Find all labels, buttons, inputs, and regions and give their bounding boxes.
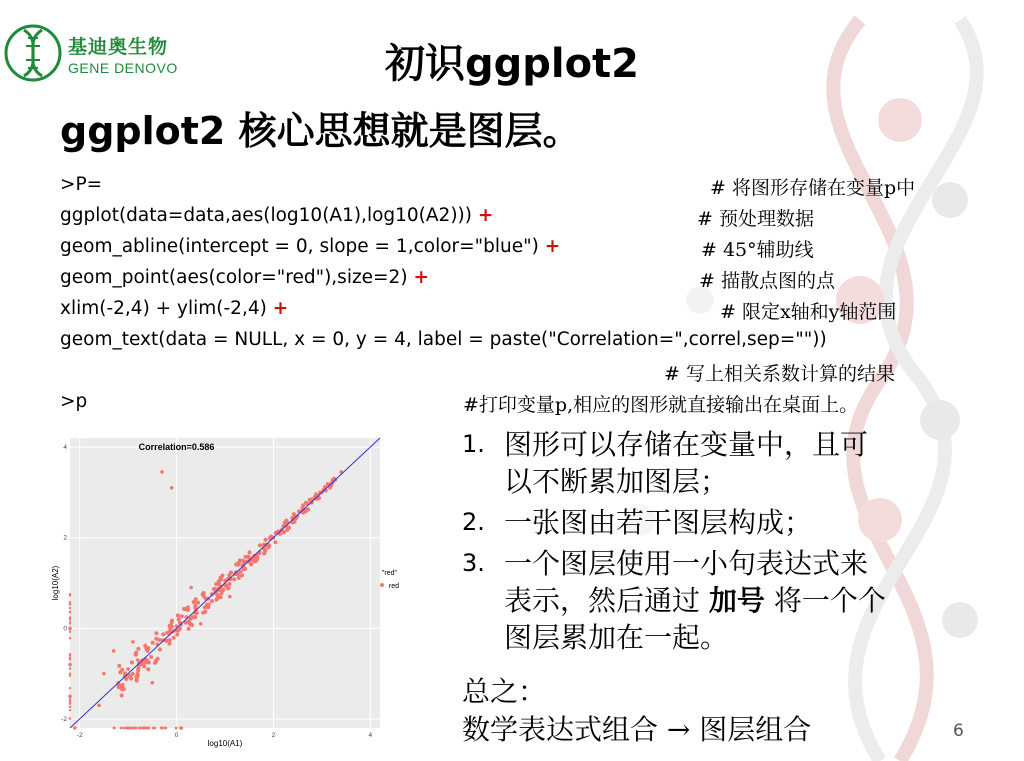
data-point bbox=[136, 658, 140, 662]
data-point bbox=[175, 727, 178, 730]
code-line-7: >p bbox=[60, 391, 88, 412]
data-point bbox=[179, 727, 182, 730]
data-point bbox=[219, 577, 223, 581]
code-text: xlim(-2,4) + ylim(-2,4) bbox=[60, 298, 273, 319]
data-point bbox=[136, 667, 140, 671]
data-point bbox=[219, 595, 223, 599]
code-line-2 bbox=[60, 205, 493, 226]
point-number: 1. bbox=[462, 430, 485, 458]
point-text: 图形可以存储在变量中，且可 bbox=[504, 428, 869, 461]
data-point bbox=[196, 601, 200, 605]
data-point bbox=[249, 562, 253, 566]
data-point bbox=[283, 521, 287, 525]
data-point bbox=[178, 627, 182, 631]
data-point bbox=[175, 632, 179, 636]
data-point bbox=[228, 582, 232, 586]
data-point bbox=[102, 672, 106, 676]
plus-sign: + bbox=[413, 267, 429, 288]
data-point bbox=[164, 727, 167, 730]
summary-heading: 总之： bbox=[462, 675, 547, 708]
data-point bbox=[138, 727, 141, 730]
data-point bbox=[172, 636, 176, 640]
data-point bbox=[170, 625, 174, 629]
data-point bbox=[145, 659, 149, 663]
code-line-6: geom_text(data = NULL, x = 0, y = 4, label = paste("Correlation=",correl,sep="")) bbox=[60, 329, 827, 350]
data-point bbox=[69, 621, 71, 623]
point-2 bbox=[462, 504, 982, 541]
data-point bbox=[220, 574, 224, 578]
code-line-3 bbox=[60, 236, 560, 257]
summary bbox=[462, 673, 811, 749]
comment-5: # 限定x轴和y轴范围 bbox=[720, 301, 897, 323]
data-point bbox=[304, 509, 308, 513]
data-point bbox=[147, 727, 150, 730]
data-point bbox=[97, 704, 101, 708]
data-point bbox=[68, 663, 72, 667]
x-tick-label: 4 bbox=[368, 732, 373, 739]
data-point bbox=[120, 668, 124, 672]
data-point bbox=[154, 637, 158, 641]
data-point bbox=[134, 653, 138, 657]
data-point bbox=[69, 607, 71, 609]
code-line-4 bbox=[60, 267, 429, 288]
data-point bbox=[161, 632, 165, 636]
data-point bbox=[69, 717, 71, 719]
data-point bbox=[191, 615, 195, 619]
data-point bbox=[142, 727, 145, 730]
y-tick-label: 0 bbox=[63, 625, 67, 633]
code-text: ggplot(data=data,aes(log10(A1),log10(A2))) bbox=[60, 205, 478, 226]
code-text: geom_abline(intercept = 0, slope = 1,color="blue") bbox=[60, 236, 545, 257]
data-point bbox=[167, 642, 171, 646]
data-point bbox=[69, 637, 71, 639]
data-point bbox=[187, 627, 191, 631]
data-point bbox=[69, 695, 71, 697]
data-point bbox=[69, 654, 71, 656]
y-tick-label: -2 bbox=[61, 715, 67, 723]
data-point bbox=[177, 617, 181, 621]
data-point bbox=[242, 567, 246, 571]
data-point bbox=[165, 631, 169, 635]
data-point bbox=[301, 503, 305, 507]
legend-title: "red" bbox=[381, 570, 397, 577]
data-point bbox=[149, 655, 153, 659]
correlation-scatter-plot bbox=[42, 430, 399, 755]
data-point bbox=[69, 628, 71, 630]
comment-6: # 写上相关系数计算的结果 bbox=[664, 363, 895, 385]
data-point bbox=[69, 702, 71, 704]
data-point bbox=[131, 727, 134, 730]
x-tick-label: 2 bbox=[271, 732, 276, 739]
summary-text: 数学表达式组合 → 图层组合 bbox=[462, 713, 812, 746]
data-point bbox=[131, 640, 135, 644]
data-point bbox=[262, 551, 266, 555]
data-point bbox=[220, 589, 224, 593]
data-point bbox=[194, 597, 198, 601]
slide-title: 初识ggplot2 bbox=[384, 41, 640, 87]
data-point bbox=[146, 667, 150, 671]
plus-word: 加号 bbox=[708, 584, 765, 617]
data-point bbox=[246, 555, 250, 559]
data-point bbox=[154, 660, 158, 664]
plus-sign: + bbox=[477, 205, 494, 226]
point-number: 2. bbox=[462, 508, 485, 536]
code-line-5 bbox=[60, 298, 288, 319]
point-text: 一张图由若干图层构成； bbox=[504, 506, 813, 539]
point-text bbox=[504, 582, 982, 619]
data-point bbox=[126, 667, 130, 671]
logo-name-en: GENE DENOVO bbox=[68, 60, 178, 76]
data-point bbox=[154, 631, 158, 635]
data-point bbox=[237, 576, 241, 580]
data-point bbox=[253, 559, 257, 563]
data-point bbox=[264, 538, 268, 542]
data-point bbox=[129, 677, 133, 681]
data-point bbox=[69, 594, 71, 596]
point-text: 以不断累加图层； bbox=[504, 465, 729, 498]
data-point bbox=[117, 664, 121, 668]
data-point bbox=[69, 603, 71, 605]
data-point bbox=[69, 706, 71, 708]
data-point bbox=[151, 681, 155, 685]
code-line-1: >P= bbox=[60, 174, 103, 195]
data-point bbox=[232, 577, 236, 581]
data-point bbox=[69, 709, 71, 711]
data-point bbox=[176, 613, 180, 617]
logo-name-cn: 基迪奥生物 bbox=[68, 36, 169, 58]
data-point bbox=[160, 727, 163, 730]
data-point bbox=[186, 605, 190, 609]
plus-sign: + bbox=[544, 236, 561, 257]
legend-key-dot bbox=[380, 583, 384, 587]
data-point bbox=[228, 595, 232, 599]
point-1 bbox=[462, 426, 982, 500]
x-axis-label: log10(A1) bbox=[207, 739, 243, 748]
data-point bbox=[122, 727, 125, 730]
data-point bbox=[273, 540, 277, 544]
y-tick-label: 2 bbox=[63, 534, 67, 542]
data-point bbox=[69, 687, 71, 689]
comment-7: #打印变量p,相应的图形就直接输出在桌面上。 bbox=[463, 394, 859, 416]
data-point bbox=[135, 727, 138, 730]
data-point bbox=[229, 571, 233, 575]
point-number: 3. bbox=[462, 549, 485, 577]
comment-2: # 预处理数据 bbox=[697, 208, 814, 230]
page-number: 6 bbox=[953, 721, 964, 741]
data-point bbox=[240, 573, 244, 577]
data-point bbox=[69, 611, 71, 613]
data-point bbox=[258, 543, 262, 547]
y-axis-label: log10(A2) bbox=[51, 565, 60, 601]
data-point bbox=[136, 647, 140, 651]
data-point bbox=[130, 660, 134, 664]
key-points bbox=[462, 426, 982, 660]
data-point bbox=[69, 601, 71, 603]
data-point bbox=[168, 638, 172, 642]
comment-4: # 描散点图的点 bbox=[699, 270, 835, 292]
point-text: 一个图层使用一小句表达式来 bbox=[504, 547, 869, 580]
data-point bbox=[158, 647, 162, 651]
data-point bbox=[215, 597, 219, 601]
data-point bbox=[189, 586, 193, 590]
comment-3: # 45°辅助线 bbox=[701, 239, 814, 261]
data-point bbox=[69, 667, 71, 669]
data-point bbox=[248, 550, 252, 554]
data-point bbox=[120, 694, 124, 698]
data-point bbox=[69, 658, 71, 660]
legend-label: red bbox=[388, 583, 399, 590]
point-text-part: 将一个个 bbox=[764, 584, 886, 617]
data-point bbox=[182, 607, 186, 611]
data-point bbox=[117, 685, 121, 689]
data-point bbox=[201, 611, 205, 615]
correlation-annotation: Correlation=0.586 bbox=[138, 442, 215, 453]
data-point bbox=[170, 619, 174, 623]
data-point bbox=[73, 726, 77, 730]
data-point bbox=[120, 687, 124, 691]
point-3 bbox=[462, 545, 982, 656]
data-point bbox=[199, 622, 203, 626]
data-point bbox=[160, 470, 164, 474]
data-point bbox=[69, 616, 71, 618]
y-tick-label: 4 bbox=[63, 444, 67, 452]
data-point bbox=[112, 649, 116, 653]
data-point bbox=[226, 586, 230, 590]
data-point bbox=[151, 641, 155, 645]
x-tick-label: 0 bbox=[174, 732, 179, 739]
x-tick-label: -2 bbox=[76, 732, 83, 739]
data-point bbox=[203, 605, 207, 609]
data-point bbox=[170, 486, 174, 490]
point-text-part: 表示，然后通过 bbox=[504, 584, 709, 617]
data-point bbox=[153, 727, 156, 730]
data-point bbox=[180, 614, 184, 618]
data-point bbox=[210, 599, 214, 603]
data-point bbox=[234, 563, 238, 567]
data-point bbox=[187, 619, 191, 623]
data-point bbox=[69, 673, 71, 675]
data-point bbox=[113, 727, 116, 730]
slide-subtitle: ggplot2 核心思想就是图层。 bbox=[60, 109, 581, 153]
code-text: geom_point(aes(color="red"),size=2) bbox=[60, 267, 414, 288]
data-point bbox=[146, 649, 150, 653]
data-point bbox=[69, 631, 71, 633]
data-point bbox=[126, 727, 129, 730]
data-point bbox=[120, 727, 123, 730]
data-point bbox=[135, 675, 139, 679]
comment-1: # 将图形存储在变量p中 bbox=[710, 177, 916, 199]
plus-sign: + bbox=[272, 298, 289, 319]
point-text: 图层累加在一起。 bbox=[504, 621, 729, 654]
data-point bbox=[193, 604, 197, 608]
